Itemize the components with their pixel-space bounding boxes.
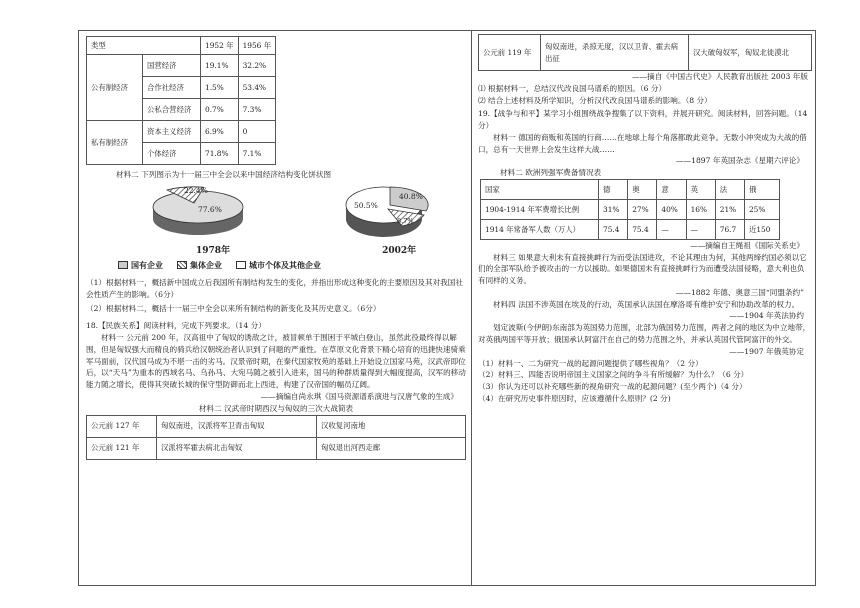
- table-cell: 27%: [628, 199, 657, 219]
- table-cell: 19.1%: [201, 55, 239, 77]
- table-cell: 7.3%: [238, 99, 276, 121]
- pie-label: 8.7%: [397, 216, 414, 225]
- pie-label: 77.6%: [198, 204, 222, 214]
- table-cell: 汉收复河南地: [317, 415, 466, 437]
- table-row: [481, 219, 780, 239]
- table-header-cell: 1956 年: [238, 37, 276, 55]
- q18-material2-caption: 材料二 汉武帝时期西汉与匈奴的三次大战简表: [198, 403, 354, 413]
- table-cell: 个体经济: [143, 143, 201, 165]
- table-cell: 国营经济: [143, 55, 201, 77]
- legend-item: [177, 259, 222, 271]
- table-cell: 1.5%: [201, 77, 239, 99]
- table-cell: —: [686, 219, 715, 239]
- pie-1978: [153, 186, 243, 235]
- left-column: [86, 36, 466, 460]
- table-cell: 公元前 127 年: [87, 415, 157, 437]
- table-header-cell: 意: [657, 179, 686, 199]
- war-table-continued: [478, 34, 812, 71]
- table-cell: 25%: [744, 199, 779, 219]
- table-cell: 0.7%: [201, 99, 239, 121]
- table-cell: 汉大破匈奴军，匈奴北徙漠北: [689, 35, 812, 71]
- legend-swatch: [177, 261, 187, 269]
- q18-source1: ——摘编自尚永琪《国马资源谱系演进与汉唐气象的生成》: [260, 391, 458, 401]
- table-row: [479, 35, 812, 71]
- pie-label: 40.8%: [399, 191, 423, 201]
- question-17-2: （2）根据材料二，概括十一届三中全会以来所有制结构的新变化及其历史意义。（6分）: [86, 303, 381, 313]
- legend-item: [118, 259, 163, 271]
- q19-source4a: ——1904 年英法协约: [729, 311, 804, 321]
- table-cell: 近150: [744, 219, 779, 239]
- table-header-cell: 俄: [744, 179, 779, 199]
- table-cell: 76.7: [715, 219, 744, 239]
- table-row: [87, 55, 276, 77]
- table-cell: 合作社经济: [143, 77, 201, 99]
- pie-2002: [346, 187, 428, 237]
- question-18-2: ⑵ 结合上述材料及所学知识，分析汉代改良国马谱系的影响。（8 分）: [478, 95, 712, 105]
- war-table: [86, 415, 466, 460]
- legend-swatch: [118, 261, 128, 269]
- right-column: [478, 34, 812, 405]
- table-cell: 0: [238, 121, 276, 143]
- q19-material3: 材料三 如果意大利未有直接挑衅行为而受法国进攻，不论其理由为何，其他两缔约国必须以它们的全部军队给予被攻击的一方以援助。如果德国未有直接挑衅行为而遭受法国侵略，意大利也负有同样的义务。: [478, 252, 807, 286]
- legend-item: [236, 259, 321, 271]
- table-cell: 7.1%: [238, 143, 276, 165]
- table-cell: 6.9%: [201, 121, 239, 143]
- q19-source4b: ——1907 年俄英协定: [729, 346, 804, 356]
- table-cell: 32.2%: [238, 55, 276, 77]
- table-header-cell: 类型: [87, 37, 201, 55]
- q19-source2: ——摘编自王绳祖《国际关系史》: [690, 240, 804, 250]
- q19-material4b: 划定波斯(今伊朗)东南部为英国势力范围，北部为俄国势力范围，两者之间的地区为中立地带，对英俄两国平等开放；俄国承认阿富汗在自己的势力范围之外，并承认英国代管阿富汗的外交。: [478, 323, 811, 345]
- table-row: [87, 437, 466, 459]
- table-header-cell: 德: [599, 179, 628, 199]
- table-header-cell: 国家: [481, 179, 599, 199]
- question-19-4: （4）在研究历史事件原因时，应该遵循什么原则？(2 分): [478, 393, 671, 403]
- q18-material1: 材料一 公元前 200 年，汉高祖中了匈奴的诱敌之计，被冒顿单于围困于平城白登山，虽然此役最终得以解围，但是匈奴强大而精良的骑兵给汉朝统治者认识到了问题的严重性。在草原文化背景下精心培育的迅捷快速骑乘军马面前，汉代国马成为不堪一击的劣马。汉景帝时期，在秦代国家牧苑的基础上开始设立国家马苑，汉武帝即位后，以“天马”为重本的西域名马、乌孙马、大宛马随之被引入进来，国马的种群质量得到大幅度提高，汉军的移动能力随之增长，使得其突破长城的保守型防御而北上西进，构建了汉帝国的幅员辽阔。: [86, 333, 466, 390]
- q19-material4: 材料四 法国不涉英国在埃及的行动，英国承认法国在摩洛哥有维护安宁和协助改革的权力。: [493, 299, 800, 309]
- column-divider: [471, 30, 472, 586]
- pie-legend: [118, 259, 466, 271]
- table-cell: 1904-1914 年军费增长比例: [481, 199, 599, 219]
- question-19-title: 19.【战争与和平】某学习小组围绕战争搜集了以下资料，并展开研究。阅读材料，回答问题。（14 分）: [478, 109, 808, 131]
- table-cell: 公元前 119 年: [479, 35, 541, 71]
- table-cell: 21%: [715, 199, 744, 219]
- table-row: [87, 415, 466, 437]
- question-19-2: （2）材料三、四能否说明帝国主义国家之间的争斗有所缓解？为什么？（6 分）: [478, 370, 749, 380]
- pie-label: 22.4%: [184, 185, 208, 195]
- table-cell: 75.4: [628, 219, 657, 239]
- table-cell: 40%: [657, 199, 686, 219]
- table-cell: 匈奴退出河西走廊: [317, 437, 466, 459]
- table-cell: 资本主义经济: [143, 121, 201, 143]
- question-18-1: ⑴ 根据材料一，总结汉代改良国马谱系的原因。（6 分）: [478, 83, 667, 93]
- table-cell: 16%: [686, 199, 715, 219]
- table-row: [87, 37, 276, 55]
- table-cell: 公元前 121 年: [87, 437, 157, 459]
- q19-material1: 材料一 德国的商贩和英国的行商……在地球上每个角落都敢此竞争。无数小冲突成为大战的借口，总有一天世界上会发生这样大战……: [478, 132, 807, 154]
- material2-caption: 材料二 下列图示为十一届三中全会以来中国经济结构变化饼状图: [116, 170, 332, 179]
- q19-material2-caption: 材料二 欧洲列强军费备情况表: [500, 168, 602, 178]
- table-cell: 31%: [599, 199, 628, 219]
- question-19-1: （1）材料一、二为研究一战的起源问题提供了哪些视角？（2 分）: [478, 358, 703, 368]
- table-row: [87, 121, 276, 143]
- table-header-cell: 1952 年: [201, 37, 239, 55]
- table-cell: 1914 年常备军人数（万人）: [481, 219, 599, 239]
- table-row: [481, 179, 780, 199]
- legend-label: 集体企业: [190, 259, 222, 270]
- pie-label: 50.5%: [354, 200, 378, 210]
- question-19-3: （3）你认为还可以补充哪些新的视角研究一战的起源问题？(至少两个)（4 分）: [478, 382, 747, 392]
- q19-source1: ——1897 年英国杂志《星期六评论》: [675, 156, 804, 166]
- table-header-cell: 法: [715, 179, 744, 199]
- q19-source3: ——1882 年德、奥意三国“同盟条约”: [675, 287, 804, 297]
- table-cell: 汉派将军霍去病北击匈奴: [157, 437, 317, 459]
- pie-charts: [86, 181, 466, 249]
- table-header-cell: 奥: [628, 179, 657, 199]
- table-cell: 公私合营经济: [143, 99, 201, 121]
- table-cell: 75.4: [599, 219, 628, 239]
- table-cell: 匈奴南进，杀掠无度，汉以卫青、霍去病出征: [541, 35, 689, 71]
- table-cell: —: [657, 219, 686, 239]
- table-group-cell: 私有制经济: [87, 121, 143, 165]
- pie-year-1978: 1978年: [196, 245, 231, 256]
- military-table: [480, 179, 780, 240]
- question-18-title: 18.【民族关系】阅读材料，完成下列要求。（14 分）: [86, 321, 266, 331]
- table-cell: 53.4%: [238, 77, 276, 99]
- table-header-cell: 英: [686, 179, 715, 199]
- question-17-1: （1）根据材料一，概括新中国成立后我国所有制结构发生的变化，并指出形成这种变化的主要原因及其对我国社会性质产生的影响。（6分）: [86, 278, 463, 299]
- table-group-cell: 公有制经济: [87, 55, 143, 121]
- legend-label: 国有企业: [131, 259, 163, 270]
- table-cell: 匈奴南进，汉派将军卫青击匈奴: [157, 415, 317, 437]
- source-textbook: ——摘自《中国古代史》人民教育出版社 2003 年版: [631, 72, 808, 81]
- pie-year-2002: 2002年: [382, 245, 417, 256]
- economy-table: [86, 36, 276, 165]
- legend-label: 城市个体及其他企业: [249, 259, 321, 270]
- legend-swatch: [236, 261, 246, 269]
- table-cell: 71.8%: [201, 143, 239, 165]
- table-row: [481, 199, 780, 219]
